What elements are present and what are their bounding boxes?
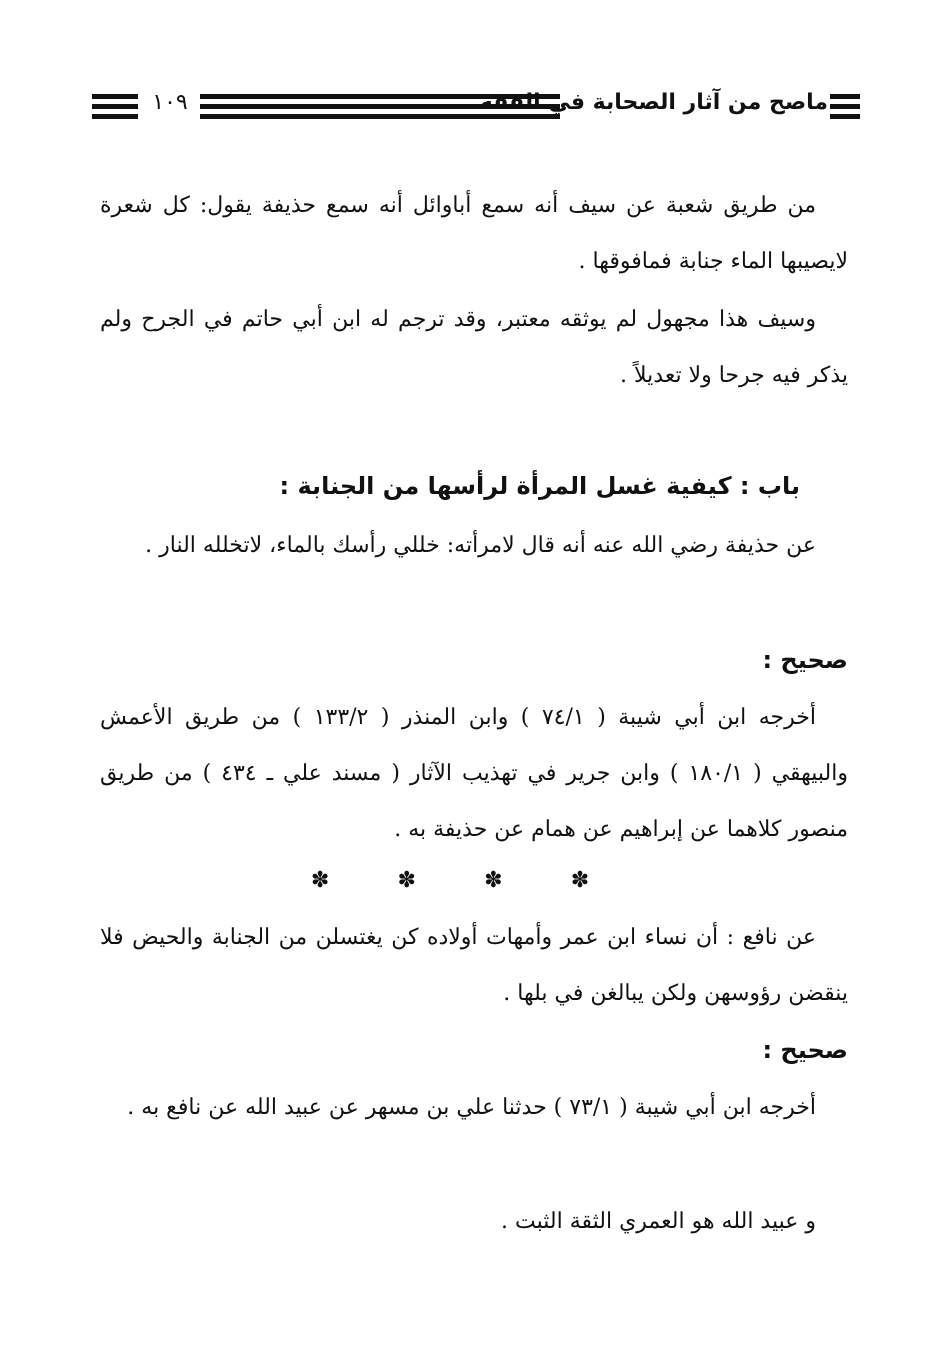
chapter-heading: باب : كيفية غسل المرأة لرأسها من الجنابة : — [279, 472, 800, 500]
asterism-icon: ✽ — [310, 868, 330, 893]
asterism-icon: ✽ — [484, 868, 503, 893]
running-title: ماصح من آثار الصحابة في الفقه — [479, 90, 828, 115]
paragraph: أخرجه ابن أبي شيبة ( ٧٤/١ ) وابن المنذر ( ١٣٣/٢ ) من طريق الأعمش والبيهقي ( ١٨٠/١ ) وابن جرير في تهذيب الآثار ( مسند علي ـ ٤٣٤ ) من طريق منصور كلاهما عن إبراهيم عن همام عن حذيفة به . — [100, 705, 848, 842]
athar-text — [100, 518, 848, 574]
asterism-icon: ✽ — [570, 868, 590, 893]
paragraph-comment — [100, 292, 848, 404]
page-number: ١٠٩ — [152, 90, 188, 115]
asterism-icon: ✽ — [397, 868, 416, 893]
grade-label: صحيح : — [762, 1036, 848, 1064]
paragraph: وسيف هذا مجهول لم يوثقه معتبر، وقد ترجم له ابن أبي حاتم في الجرح ولم يذكر فيه جرحا ولا تعديلاً . — [100, 307, 848, 388]
header-rule-left — [92, 94, 138, 120]
athar-text — [100, 910, 848, 1022]
header-rule-right — [830, 94, 860, 120]
paragraph: و عبيد الله هو العمري الثقة الثبت . — [501, 1209, 816, 1234]
paragraph: عن نافع : أن نساء ابن عمر وأمهات أولاده كن يغتسلن من الجنابة والحيض فلا ينقضن رؤوسهن ولكن يبالغن في بلها . — [100, 925, 848, 1006]
note-text — [100, 1194, 848, 1250]
running-header — [92, 88, 860, 128]
takhrij-text — [100, 690, 848, 858]
paragraph: أخرجه ابن أبي شيبة ( ٧٣/١ ) حدثنا علي بن مسهر عن عبيد الله عن نافع به . — [127, 1095, 816, 1120]
paragraph-chain — [100, 178, 848, 290]
paragraph: عن حذيفة رضي الله عنه أنه قال لامرأته: خللي رأسك بالماء، لاتخلله النار . — [145, 533, 816, 558]
section-separator — [300, 866, 600, 896]
paragraph: من طريق شعبة عن سيف أنه سمع أباوائل أنه سمع حذيفة يقول: كل شعرة لايصيبها الماء جنابة فمافوقها . — [100, 193, 848, 274]
takhrij-text — [100, 1080, 848, 1136]
grade-label: صحيح : — [762, 646, 848, 674]
